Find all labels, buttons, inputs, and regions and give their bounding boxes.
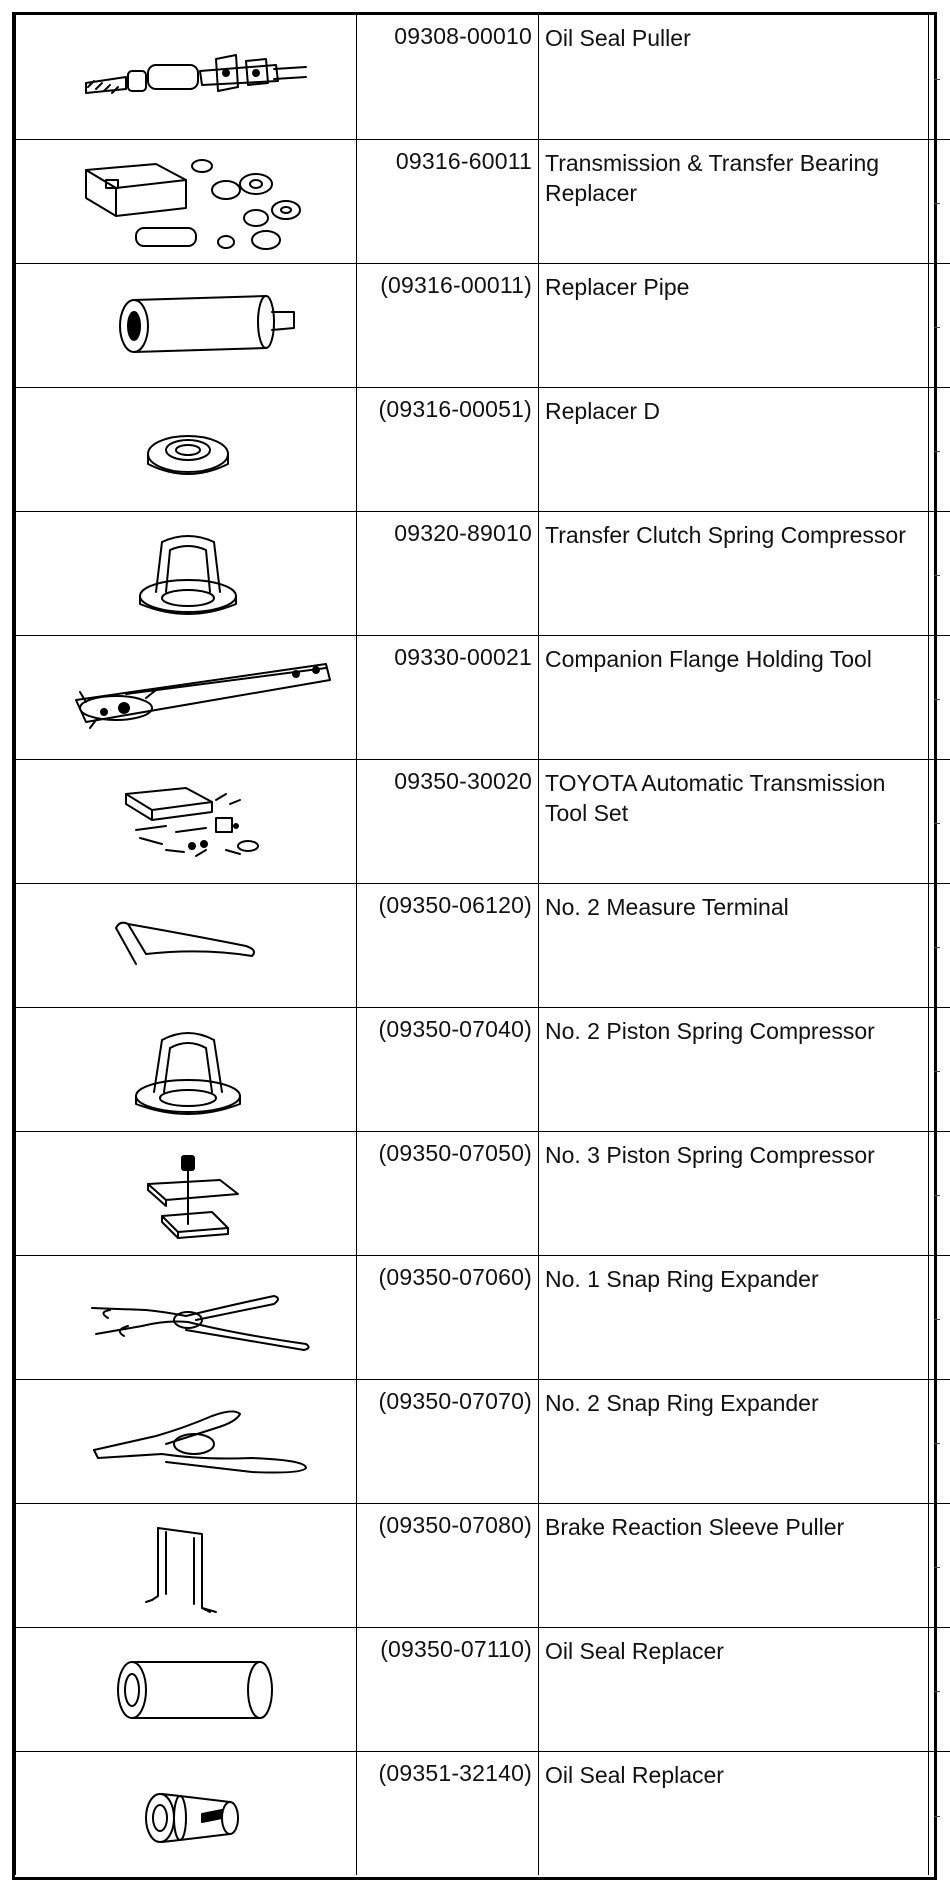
table-row [16,139,950,263]
plate-compressor-icon [16,1132,356,1256]
blank-cell [929,139,950,263]
tool-name: Brake Reaction Sleeve Puller [539,1503,929,1627]
table-row [16,883,950,1007]
tool-illustration-cell [16,15,357,139]
blank-cell [929,1255,950,1379]
tool-name: No. 2 Piston Spring Compressor [539,1007,929,1131]
part-number: (09316-00011) [357,263,539,387]
tool-name: No. 2 Measure Terminal [539,883,929,1007]
blank-cell [929,387,950,511]
spring-compressor-icon [16,512,356,636]
blank-cell [929,883,950,1007]
tool-table-frame [12,12,937,1880]
part-number: (09351-32140) [357,1751,539,1875]
part-number: 09330-00021 [357,635,539,759]
blank-cell [929,511,950,635]
tool-illustration-cell [16,511,357,635]
sleeve-puller-icon [16,1504,356,1628]
snap-ring-expander-1-icon [16,1256,356,1380]
tool-name: Replacer D [539,387,929,511]
blank-cell [929,263,950,387]
part-number: (09350-07060) [357,1255,539,1379]
tool-illustration-cell [16,263,357,387]
table-row [16,1751,950,1875]
blank-cell [929,1379,950,1503]
table-row [16,1007,950,1131]
oil-seal-replacer-tube-icon [16,1628,356,1752]
snap-ring-expander-2-icon [16,1380,356,1504]
tool-illustration-cell [16,635,357,759]
tool-set-icon [16,760,356,884]
tool-illustration-cell [16,759,357,883]
part-number: 09320-89010 [357,511,539,635]
tool-illustration-cell [16,387,357,511]
table-row [16,759,950,883]
measure-terminal-icon [16,884,356,1008]
oil-seal-replacer-drift-icon [16,1752,356,1876]
replacer-d-icon [16,388,356,512]
piston-spring-compressor-icon [16,1008,356,1132]
table-row [16,1131,950,1255]
replacer-pipe-icon [16,264,356,388]
table-row [16,263,950,387]
part-number: (09350-07110) [357,1627,539,1751]
blank-cell [929,759,950,883]
tool-illustration-cell [16,1255,357,1379]
oil-seal-puller-icon [16,15,356,139]
blank-cell [929,1503,950,1627]
tool-name: Replacer Pipe [539,263,929,387]
tool-name: No. 2 Snap Ring Expander [539,1379,929,1503]
tool-name: No. 1 Snap Ring Expander [539,1255,929,1379]
tool-illustration-cell [16,1627,357,1751]
table-row [16,635,950,759]
table-row [16,1379,950,1503]
part-number: 09308-00010 [357,15,539,139]
table-row [16,387,950,511]
tool-name: Oil Seal Replacer [539,1627,929,1751]
flange-holding-tool-icon [16,636,356,760]
tool-illustration-cell [16,139,357,263]
blank-cell [929,15,950,139]
part-number: 09316-60011 [357,139,539,263]
table-row [16,15,950,139]
blank-cell [929,1751,950,1875]
bearing-replacer-set-icon [16,140,356,264]
blank-cell [929,1627,950,1751]
part-number: (09350-06120) [357,883,539,1007]
part-number: (09350-07040) [357,1007,539,1131]
part-number: (09350-07050) [357,1131,539,1255]
tool-name: Oil Seal Puller [539,15,929,139]
tool-illustration-cell [16,1751,357,1875]
table-row [16,511,950,635]
table-row [16,1255,950,1379]
tool-name: No. 3 Piston Spring Compressor [539,1131,929,1255]
tool-illustration-cell [16,1007,357,1131]
tool-illustration-cell [16,1131,357,1255]
blank-cell [929,1007,950,1131]
blank-cell [929,1131,950,1255]
tool-name: TOYOTA Automatic Transmission Tool Set [539,759,929,883]
tool-name: Transfer Clutch Spring Compressor [539,511,929,635]
part-number: (09350-07070) [357,1379,539,1503]
blank-cell [929,635,950,759]
tool-name: Transmission & Transfer Bearing Replacer [539,139,929,263]
tool-name: Companion Flange Holding Tool [539,635,929,759]
table-row [16,1503,950,1627]
tool-name: Oil Seal Replacer [539,1751,929,1875]
part-number: (09316-00051) [357,387,539,511]
tool-illustration-cell [16,1503,357,1627]
table-row [16,1627,950,1751]
part-number: (09350-07080) [357,1503,539,1627]
special-service-tools-table [15,15,950,1875]
tool-illustration-cell [16,883,357,1007]
part-number: 09350-30020 [357,759,539,883]
tool-illustration-cell [16,1379,357,1503]
